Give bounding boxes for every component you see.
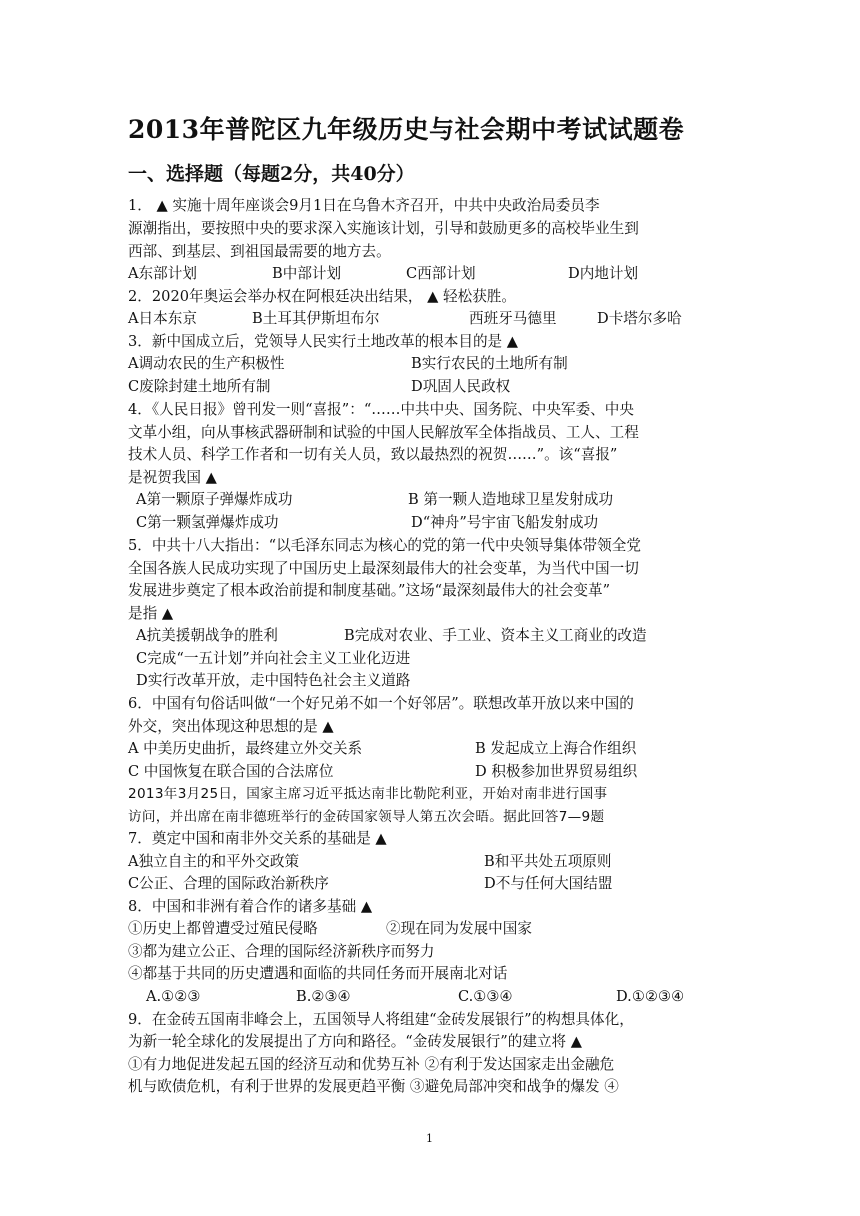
page-title: 2013年普陀区九年级历史与社会期中考试试题卷 (128, 115, 685, 144)
q2-option-c: 西班牙马德里 (469, 310, 557, 327)
q5-line-2: 全国各族人民成功实现了中国历史上最深刻最伟大的社会变革，为当代中国一切 (128, 560, 639, 577)
q2-line-1: 2．2020年奥运会举办权在阿根廷决出结果， ▲ 轻松获胜。 (128, 288, 516, 305)
q8-item-1: ①历史上都曾遭受过殖民侵略 (128, 920, 318, 937)
q8-option-b: B.②③④ (296, 988, 351, 1005)
q1-line-3: 西部、到基层、到祖国最需要的地方去。 (128, 243, 391, 260)
q3-option-b: B实行农民的土地所有制 (411, 355, 568, 372)
q6-option-b: B 发起成立上海合作组织 (475, 740, 637, 757)
q2-option-b: B土耳其伊斯坦布尔 (252, 310, 380, 327)
q4-option-d: D“神舟”号宇宙飞船发射成功 (411, 514, 599, 531)
q1-option-a: A东部计划 (128, 265, 197, 282)
q7-option-c: C公正、合理的国际政治新秩序 (128, 875, 329, 892)
q4-option-a: A第一颗原子弹爆炸成功 (136, 491, 293, 508)
q3-option-d: D巩固人民政权 (411, 378, 511, 395)
q7-option-d: D不与任何大国结盟 (484, 875, 613, 892)
q9-line-4: 机与欧债危机，有利于世界的发展更趋平衡 ③避免局部冲突和战争的爆发 ④ (128, 1078, 619, 1095)
q8-item-2: ②现在同为发展中国家 (386, 920, 532, 937)
q8-line-1: 8．中国和非洲有着合作的诸多基础 ▲ (128, 898, 373, 915)
q6-line-1: 6．中国有句俗话叫做“一个好兄弟不如一个好邻居”。联想改革开放以来中国的 (128, 695, 634, 712)
q9-line-1: 9．在金砖五国南非峰会上，五国领导人将组建“金砖发展银行”的构想具体化， (128, 1011, 634, 1028)
q4-line-4: 是祝贺我国 ▲ (128, 469, 217, 486)
q5-line-4: 是指 ▲ (128, 605, 174, 622)
q7-option-a: A独立自主的和平外交政策 (128, 853, 300, 870)
q1-option-c: C西部计划 (406, 265, 476, 282)
material-line-2: 访问，并出席在南非德班举行的金砖国家领导人第五次会晤。据此回答7—9题 (128, 809, 605, 825)
q8-item-3: ③都为建立公正、合理的国际经济新秩序而努力 (128, 943, 435, 960)
q5-option-c: C完成“一五计划”并向社会主义工业化迈进 (136, 650, 411, 667)
q9-line-2: 为新一轮全球化的发展提出了方向和路径。“金砖发展银行”的建立将 ▲ (128, 1033, 583, 1050)
q1-line-2: 源潮指出，要按照中央的要求深入实施该计划，引导和鼓励更多的高校毕业生到 (128, 220, 639, 237)
q6-option-d: D 积极参加世界贸易组织 (475, 763, 638, 780)
q8-item-4: ④都基于共同的历史遭遇和面临的共同任务而开展南北对话 (128, 965, 508, 982)
q2-option-a: A日本东京 (128, 310, 197, 327)
q4-line-2: 文革小组，向从事核武器研制和试验的中国人民解放军全体指战员、工人、工程 (128, 424, 639, 441)
q6-option-a: A 中美历史曲折，最终建立外交关系 (128, 740, 363, 757)
q4-line-1: 4．《人民日报》曾刊发一则“喜报”：“……中共中央、国务院、中央军委、中央 (128, 401, 634, 418)
q5-option-d: D实行改革开放，走中国特色社会主义道路 (136, 672, 411, 689)
q7-line-1: 7．奠定中国和南非外交关系的基础是 ▲ (128, 830, 387, 847)
q8-option-a: A.①②③ (146, 988, 201, 1005)
q3-line-1: 3．新中国成立后，党领导人民实行土地改革的根本目的是 ▲ (128, 333, 518, 350)
page-number: 1 (426, 1132, 433, 1145)
q1-option-d: D内地计划 (568, 265, 639, 282)
q1-option-b: B中部计划 (272, 265, 342, 282)
q9-line-3: ①有力地促进发起五国的经济互动和优势互补 ②有利于发达国家走出金融危 (128, 1056, 615, 1073)
q6-option-c: C 中国恢复在联合国的合法席位 (128, 763, 334, 780)
section-heading: 一、选择题（每题2分，共40分） (128, 163, 415, 185)
q4-option-c: C第一颗氢弹爆炸成功 (136, 514, 279, 531)
q1-line-1: 1． ▲ 实施十周年座谈会9月1日在乌鲁木齐召开，中共中央政治局委员李 (128, 197, 600, 214)
q2-option-d: D卡塔尔多哈 (597, 310, 682, 327)
q3-option-a: A调动农民的生产积极性 (128, 355, 285, 372)
q8-option-c: C.①③④ (458, 988, 513, 1005)
q3-option-c: C废除封建土地所有制 (128, 378, 271, 395)
q5-line-1: 5．中共十八大指出：“以毛泽东同志为核心的党的第一代中央领导集体带领全党 (128, 537, 641, 554)
q7-option-b: B和平共处五项原则 (484, 853, 612, 870)
q4-option-b: B 第一颗人造地球卫星发射成功 (408, 491, 614, 508)
q5-option-a: A抗美援朝战争的胜利 (136, 627, 278, 644)
q5-line-3: 发展进步奠定了根本政治前提和制度基础。”这场“最深刻最伟大的社会变革” (128, 582, 611, 599)
q5-option-b: B完成对农业、手工业、资本主义工商业的改造 (344, 627, 647, 644)
q6-line-2: 外交，突出体现这种思想的是 ▲ (128, 718, 334, 735)
q8-option-d: D.①②③④ (616, 988, 685, 1005)
q4-line-3: 技术人员、科学工作者和一切有关人员，致以最热烈的祝贺……”。该“喜报” (128, 446, 618, 463)
material-line-1: 2013年3月25日，国家主席习近平抵达南非比勒陀利亚，开始对南非进行国事 (128, 786, 608, 802)
